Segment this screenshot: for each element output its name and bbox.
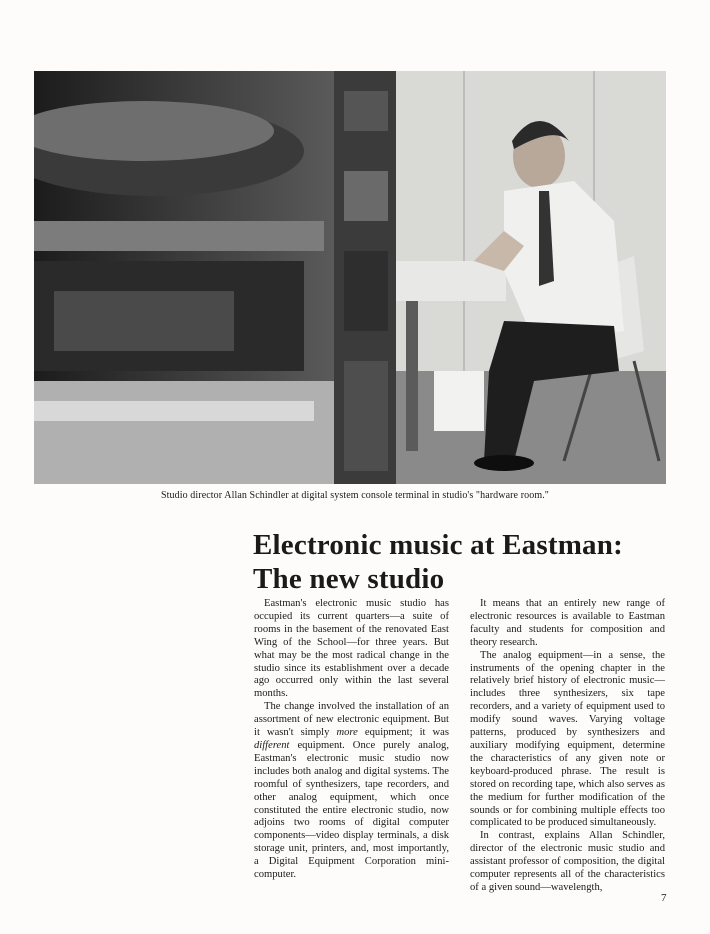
article-headline	[253, 528, 623, 596]
headline-line-2: The new studio	[253, 563, 445, 595]
text-run: The change involved the installation of an assortment of new electronic equipment. But it wasn't simply	[254, 701, 449, 739]
paragraph: Eastman's electronic music studio has occupied its current quarters—a suite of rooms in the basement of the renovated East Wing of the School—for three years. But what may be the most radical change in the studio since its establishment over a decade ago occurred only within the last several months.	[254, 598, 449, 700]
headline-line-1: Electronic music at Eastman:	[253, 529, 623, 561]
studio-photo	[34, 71, 666, 484]
photo-caption: Studio director Allan Schindler at digital system console terminal in studio's "hardware room."	[160, 490, 549, 501]
emphasis: more	[336, 727, 358, 739]
article-column-left	[254, 598, 449, 882]
article-column-right	[470, 598, 665, 895]
paragraph: It means that an entirely new range of electronic resources is available to Eastman faculty and students for composition and theory research.	[470, 598, 665, 648]
paragraph: The analog equipment—in a sense, the instruments of the opening chapter in the relatively brief history of electronic music—includes three synthesizers, six tape recorders, and a variety of equipment used to modify sound waves. Varying voltage patterns, produced by synthesizers and auxiliary modifying equipment, determine the characteristics of any given note or keyboard-produced phrase. The result is stored on recording tape, which also serves as the medium for further modification of the sounds or for combining multiple effects too complicated to be produced simultaneously.	[470, 649, 665, 829]
text-run: equipment. Once purely analog, Eastman's electronic music studio now includes both analog and digital systems. The roomful of synthesizers, tape recorders, and other analog equipment, which once constituted the entire electronic studio, now adjoins two rooms of digital computer components—video display terminals, a disk storage unit, printers, and, most importantly, a Digital Equipment Corporation mini-computer.	[254, 739, 449, 881]
paragraph: In contrast, explains Allan Schindler, director of the electronic music studio and assistant professor of composition, the digital computer represents all of the characteristics of a given sound—wavelength,	[470, 830, 665, 893]
page-number: 7	[661, 892, 667, 904]
paragraph	[254, 701, 449, 882]
emphasis: different	[254, 739, 290, 751]
text-run: equipment; it was	[357, 727, 449, 739]
